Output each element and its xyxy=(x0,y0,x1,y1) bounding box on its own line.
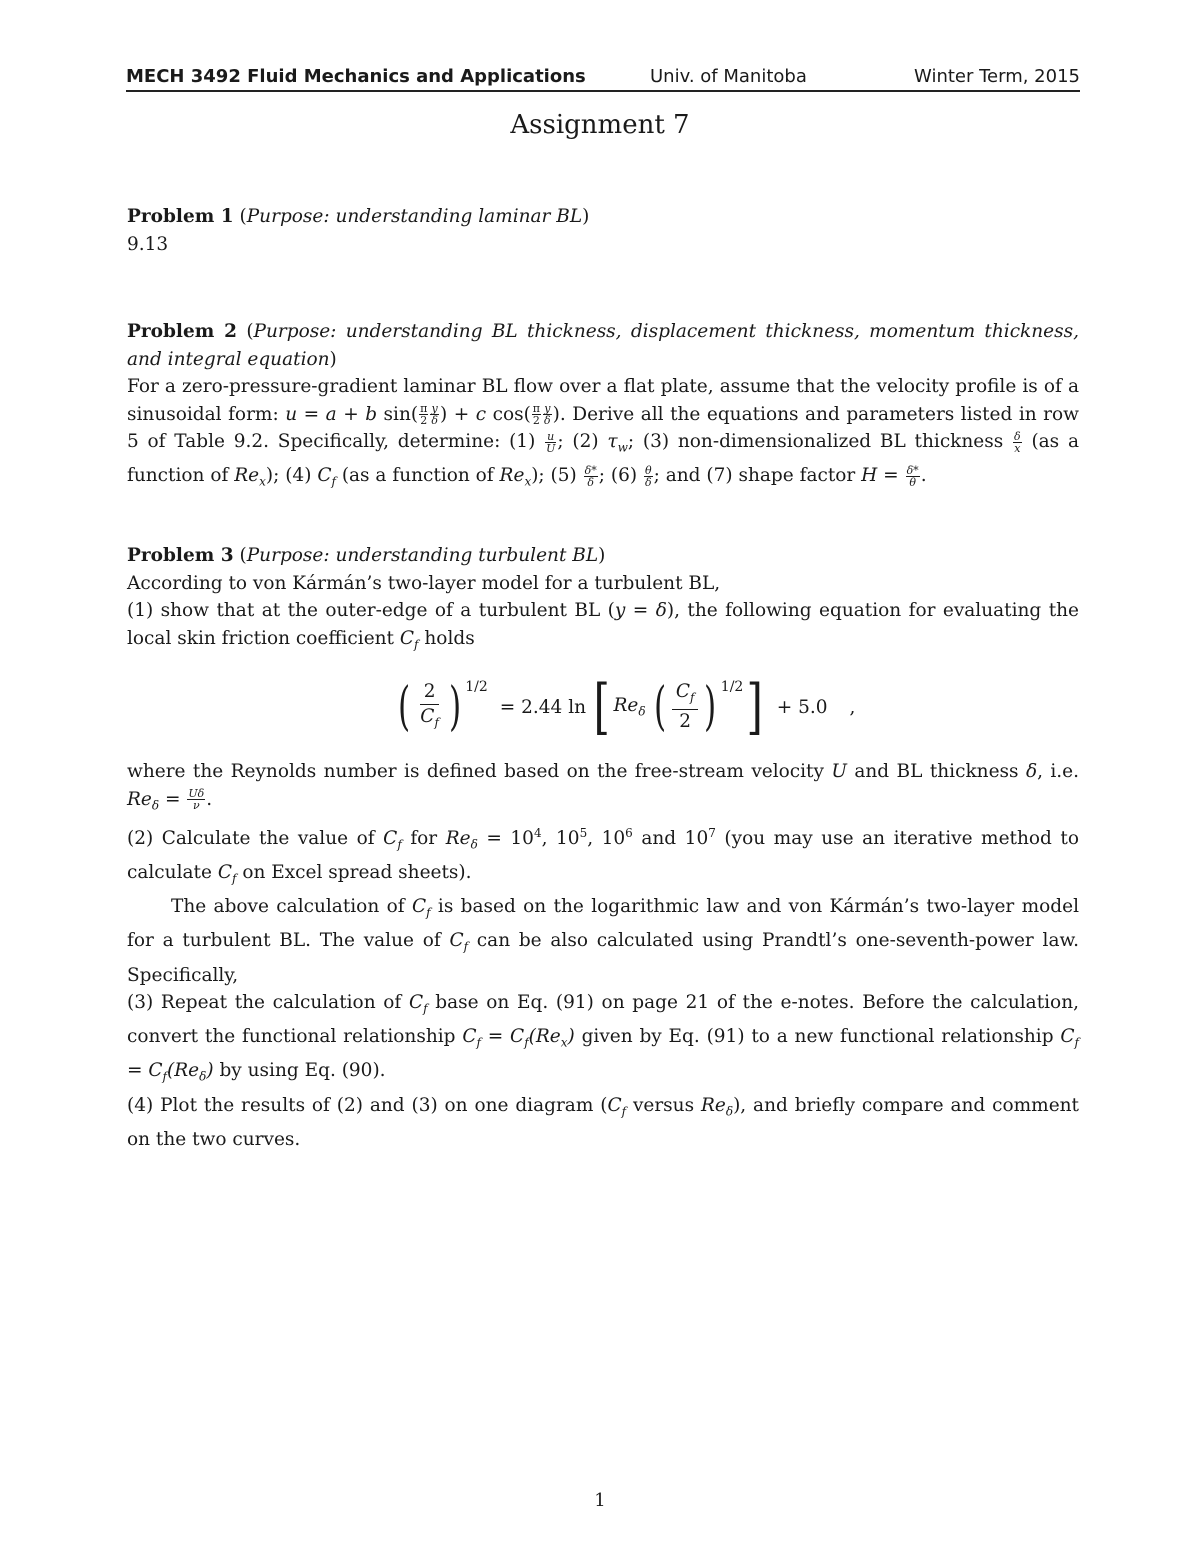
problem-3-part-4: (4) Plot the results of (2) and (3) on one diagram ($C_f$ versus $Re_\delta$), and briefly compare and comment on the two curves. xyxy=(127,1094,1079,1150)
problem-2-text-4: ; (3) non-dimensionalized BL thickness xyxy=(627,431,1004,452)
reynolds-x-symbol: $Re_x$ xyxy=(499,465,532,489)
university-name: Univ. of Manitoba xyxy=(650,66,807,87)
problem-2-text-6: ); (4) xyxy=(265,465,312,487)
prandtl-paragraph: The above calculation of $C_f$ is based on the logarithmic law and von Kármán’s two-layer model for a turbulent BL. The value of $C_f$ can be also calculated using Prandtl’s one-seventh-power law. Specifically, xyxy=(127,896,1079,986)
problem-3-part-1: (1) show that at the outer-edge of a turbulent BL (y = δ), the following equation for evaluating the local skin friction coefficient $C_f$ holds xyxy=(127,600,1080,652)
course-title: MECH 3492 Fluid Mechanics and Applications xyxy=(126,66,586,87)
problem-3-part-3: (3) Repeat the calculation of $C_f$ base on Eq. (91) on page 21 of the e-notes. Before the calculation, convert the functional relationship $C_f = C_f(Re_x)$ given by Eq. (91) to a new functional relationship $C_f = C_f(Re_\delta)$ by using Eq. (90). xyxy=(127,992,1079,1085)
problem-3-intro: According to von Kármán’s two-layer model for a turbulent BL, xyxy=(127,572,721,594)
cf-symbol: $C_f$ xyxy=(317,465,336,489)
reynolds-x-symbol: $Re_x$ xyxy=(234,465,266,489)
problem-3-purpose: Purpose: understanding turbulent BL xyxy=(246,545,599,566)
problem-1-heading: Problem 1 (Purpose: understanding laminar BL) xyxy=(127,206,590,227)
problem-3-heading: Problem 3 (Purpose: understanding turbulent BL) xyxy=(127,545,606,566)
problem-2-text-8: ); (5) xyxy=(531,465,577,487)
problem-1-label: Problem 1 xyxy=(127,206,234,227)
page-number: 1 xyxy=(594,1490,606,1511)
problem-2-text-3: ; (2) xyxy=(557,431,599,452)
problem-2 xyxy=(127,318,1079,496)
equation-constant: + 5.0 xyxy=(776,696,828,718)
problem-3 xyxy=(127,542,1079,659)
velocity-profile-formula: u = a + b sin( $\frac{\pi}{2}$ $\frac{y}{\delta}$ ) + c cos( $\frac{\pi}{2}$ $\frac{y}{\delta}$ ) xyxy=(285,402,560,427)
problem-2-purpose: Purpose: understanding BL thickness, displacement thickness, momentum thickness, and integral equation xyxy=(127,321,1079,370)
page-title: Assignment 7 xyxy=(510,110,690,140)
wall-shear-symbol: $\tau_w$ xyxy=(607,431,628,455)
problem-2-text-9: ; (6) xyxy=(598,465,638,487)
displacement-thickness-ratio: $\frac{\delta*}{\delta}$ xyxy=(584,463,597,489)
running-header xyxy=(126,64,1080,92)
problem-2-label: Problem 2 xyxy=(127,321,238,342)
momentum-thickness-ratio: $\frac{\theta}{\delta}$ xyxy=(645,463,652,489)
problem-1-purpose: Purpose: understanding laminar BL xyxy=(246,206,583,227)
log-law-equation: ( 2 $C_f$ ) 1/2 = 2.44 ln [ $Re_\delta$ ( $C_f$ 2 ) 1/2 ] + 5.0 , xyxy=(398,672,856,742)
problem-1-text: 9.13 xyxy=(127,233,169,255)
problem-2-heading: Problem 2 (Purpose: understanding BL thickness, displacement thickness, momentum thickness, and integral equation) xyxy=(127,321,1079,370)
term-label: Winter Term, 2015 xyxy=(914,66,1080,87)
problem-2-text-10: ; and (7) shape factor xyxy=(653,465,856,487)
shape-factor-formula: H = $\frac{\delta*}{\theta}$ . xyxy=(861,463,927,489)
equation-coefficient: = 2.44 ln xyxy=(499,696,587,718)
problem-2-body xyxy=(127,373,1079,496)
problem-2-text-7: (as a function of xyxy=(341,465,494,487)
problem-2-text-1: For a zero-pressure-gradient laminar BL flow over a flat plate, assume that the velocity profile is of a sinusoidal form: xyxy=(127,376,1079,425)
problem-3-part-2: (2) Calculate the value of $C_f$ for $Re_\delta = 10^4$, $10^5$, $10^6$ and $10^7$ (you may use an iterative method to calculate $C_f$ on Excel spread sheets). xyxy=(127,825,1079,886)
problem-3-label: Problem 3 xyxy=(127,545,234,566)
bl-thickness-ratio: $\frac{\delta}{x}$ xyxy=(1014,429,1021,455)
problem-2-text-5: (as a function of xyxy=(127,431,1079,487)
problem-3-continued xyxy=(127,758,1079,1153)
velocity-ratio-formula: $\frac{u}{U}$ xyxy=(546,429,556,455)
reynolds-definition: where the Reynolds number is defined based on the free-stream velocity U and BL thickness δ, i.e. $Re_\delta$ = $\frac{U\delta}{\nu}$ . xyxy=(127,761,1079,813)
problem-1 xyxy=(127,203,1079,258)
problem-2-text-2: . Derive all the equations and parameters listed in row 5 of Table 9.2. Specifically, determine: (1) xyxy=(127,403,1079,452)
